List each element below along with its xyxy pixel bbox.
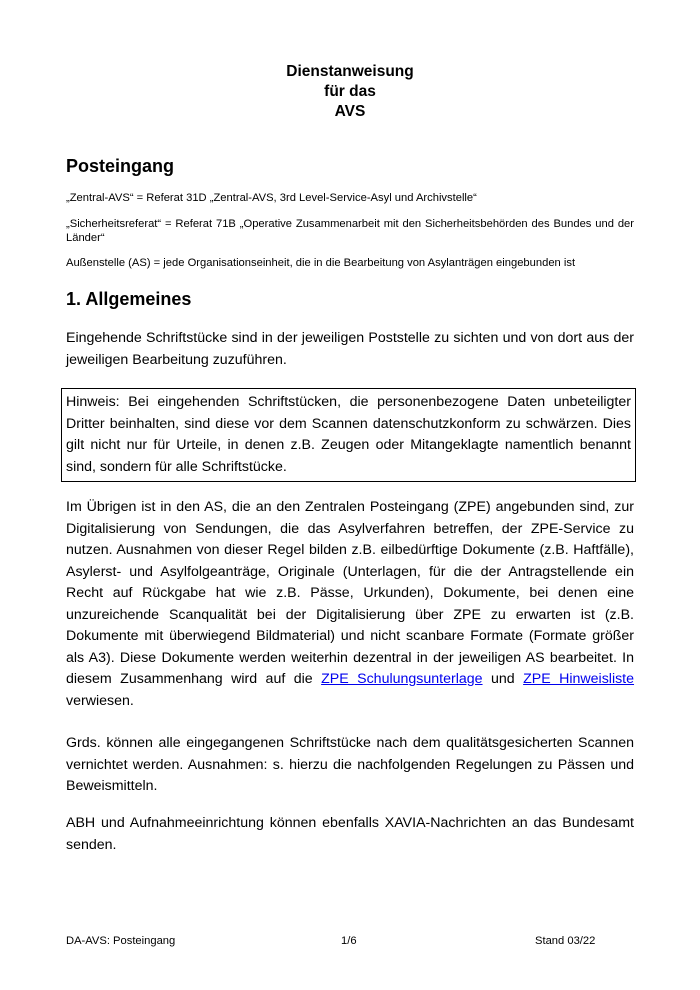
title-line-1: Dienstanweisung [286, 63, 414, 80]
chapter-heading: 1. Allgemeines [66, 289, 192, 309]
zpe-text-before: Im Übrigen ist in den AS, die an den Zentralen Posteingang (ZPE) angebunden sind, zur Digitalisierung von Sendungen, die das Asylverfahren betreffen, der ZPE-Service zu nutzen. Ausnahmen von dieser Regel bilden z.B. eilbedürftige Dokumente (z.B. Haftfälle), Asylerst- und Asylfolgeanträge, Originale (Unterlagen, für die der Antragstellende ein Recht auf Rückgabe hat wie z.B. Pässe, Urkunden), Dokumente, bei denen eine unzureichende Scanqualität bei der Digitalisierung über ZPE zu erwarten ist (z.B. Dokumente mit überwiegend Bildmaterial) und nicht scanbare Formate (Formate größer als A3). Diese Dokumente werden weiterhin dezentral in der jeweiligen AS bearbeitet. In diesem Zusammenhang wird auf die [66, 499, 634, 687]
zpe-paragraph [66, 497, 634, 712]
zpe-text-middle: und [482, 671, 524, 687]
definition-zentral-avs: „Zentral-AVS“ = Referat 31D „Zentral-AVS, 3rd Level-Service-Asyl und Archivstelle“ [66, 192, 477, 204]
definition-sicherheitsreferat: „Sicherheitsreferat“ = Referat 71B „Operative Zusammenarbeit mit den Sicherheitsbehörden des Bundes und der Länder“ [66, 218, 634, 244]
zpe-text-after: verwiesen. [66, 692, 134, 709]
title-line-2: für das [324, 83, 376, 100]
hinweis-box: Hinweis: Bei eingehenden Schriftstücken, die personenbezogene Daten unbeteiligter Dritter beinhalten, sind diese vor dem Scannen datenschutzkonform zu schwärzen. Dies gilt nicht nur für Urteile, in denen z.B. Zeugen oder Mitangeklagte namentlich benannt sind, sondern für alle Schriftstücke. [61, 388, 636, 482]
zpe-hinweisliste-link[interactable]: ZPE Hinweisliste [523, 671, 635, 687]
intro-paragraph: Eingehende Schriftstücke sind in der jeweiligen Poststelle zu sichten und von dort aus der jeweiligen Bearbeitung zuzuführen. [66, 330, 634, 368]
footer-page-number: 1/6 [341, 935, 357, 947]
section-heading: Posteingang [66, 156, 175, 176]
xavia-paragraph: ABH und Aufnahmeeinrichtung können ebenfalls XAVIA-Nachrichten an das Bundesamt senden. [66, 815, 634, 853]
footer-version: Stand 03/22 [535, 935, 596, 947]
document-title [0, 62, 700, 122]
title-line-3: AVS [334, 103, 366, 120]
definition-aussenstelle: Außenstelle (AS) = jede Organisationseinheit, die in die Bearbeitung von Asylanträgen eingebunden ist [66, 257, 576, 269]
scan-paragraph: Grds. können alle eingegangenen Schriftstücke nach dem qualitätsgesicherten Scannen vernichtet werden. Ausnahmen: s. hierzu die nachfolgenden Regelungen zu Pässen und Beweismitteln. [66, 735, 634, 794]
zpe-schulungsunterlage-link[interactable]: ZPE Schulungsunterlage [321, 671, 483, 687]
footer-left: DA-AVS: Posteingang [66, 935, 176, 947]
